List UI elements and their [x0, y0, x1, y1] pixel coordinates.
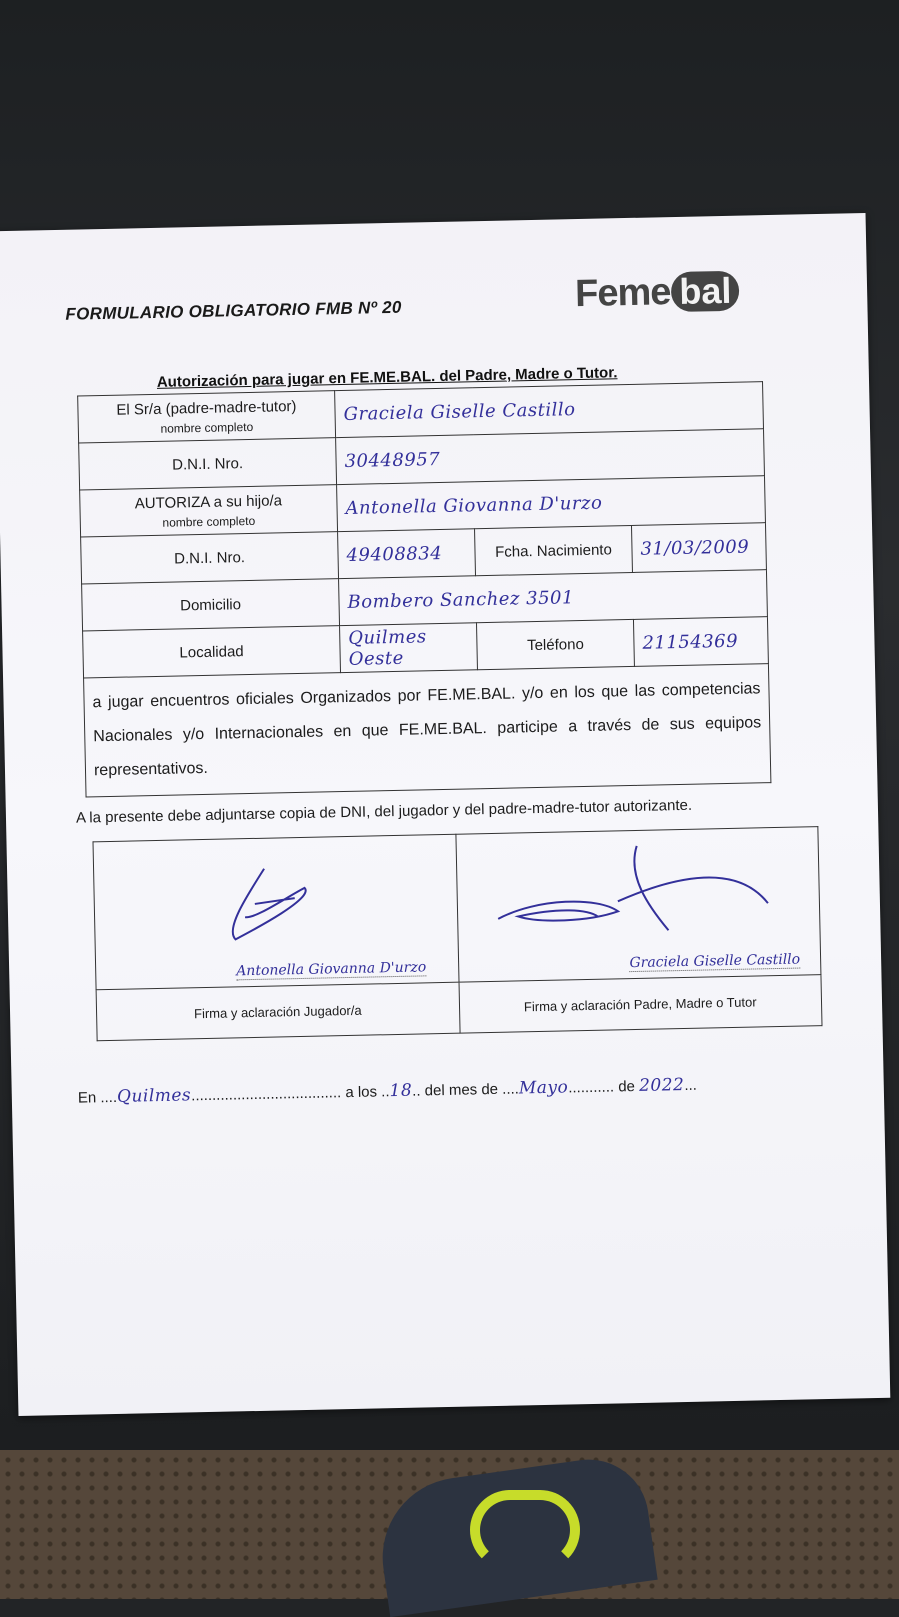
player-signature	[204, 856, 386, 950]
birth-date-cell[interactable]	[631, 523, 766, 573]
form-heading: Autorización para jugar en FE.ME.BAL. del Padre, Madre o Tutor.	[156, 364, 618, 391]
address-label: Domicilio	[82, 579, 340, 631]
authorization-table	[77, 381, 771, 797]
femebal-logo	[575, 267, 776, 317]
date-en: En ....	[77, 1088, 118, 1107]
phone-cell[interactable]	[633, 617, 768, 667]
child-label: AUTORIZA a su hijo/a	[134, 491, 283, 512]
player-signature-caption: Firma y aclaración Jugador/a	[96, 982, 459, 1041]
parent-sublabel: nombre completo	[160, 419, 254, 436]
parent-dni-label: D.N.I. Nro.	[79, 438, 337, 490]
form-code: FORMULARIO OBLIGATORIO FMB Nº 20	[65, 297, 402, 324]
date-line	[78, 1075, 697, 1108]
child-sublabel: nombre completo	[162, 513, 256, 530]
parent-dni: 30448957	[344, 448, 441, 472]
parent-signature-caption: Firma y aclaración Padre, Madre o Tutor	[459, 975, 822, 1034]
player-signature-box[interactable]	[93, 834, 459, 990]
locality-label: Localidad	[83, 626, 341, 678]
birth-date: 31/03/2009	[640, 536, 750, 560]
parent-signature-box[interactable]	[455, 827, 821, 983]
attachment-note: A la presente debe adjuntarse copia de DNI, del jugador y del padre-madre-tutor autorizante.	[75, 796, 693, 827]
date-dots-1: .................................... a los ..	[191, 1083, 390, 1105]
date-year: 2022	[638, 1074, 685, 1096]
child-name: Antonella Giovanna D'urzo	[345, 492, 603, 519]
signature-table	[92, 826, 822, 1041]
authorization-text: a jugar encuentros oficiales Organizados por FE.ME.BAL. y/o en los que las competencias Nacionales y/o Internacionales en que FE.ME.BAL. participe a través de sus equipos representativos.	[84, 664, 771, 797]
date-dots-2: .. del mes de ....	[412, 1080, 520, 1100]
child-label-cell	[80, 485, 338, 537]
shoe-accent	[470, 1490, 580, 1570]
date-city: Quilmes	[116, 1085, 192, 1107]
parent-label-cell	[78, 391, 336, 443]
date-month: Mayo	[518, 1077, 569, 1099]
date-day: 18	[389, 1080, 413, 1102]
phone-label: Teléfono	[476, 619, 634, 669]
parent-signature	[476, 833, 778, 949]
child-dni-label: D.N.I. Nro.	[81, 532, 339, 584]
form-paper	[0, 213, 890, 1416]
parent-label: El Sr/a (padre-madre-tutor)	[116, 397, 297, 419]
address: Bombero Sanchez 3501	[347, 586, 575, 613]
parent-name: Graciela Giselle Castillo	[343, 398, 576, 425]
logo-pill: bal	[671, 271, 740, 312]
child-dni-cell[interactable]	[338, 529, 476, 579]
locality-cell[interactable]	[340, 623, 478, 673]
child-dni: 49408834	[346, 542, 443, 566]
birth-label: Fcha. Nacimiento	[475, 525, 633, 575]
player-signature-name: Antonella Giovanna D'urzo	[236, 959, 427, 980]
logo-text: Feme	[574, 270, 671, 315]
date-dots-3: ........... de	[568, 1077, 640, 1097]
parent-signature-name: Graciela Giselle Castillo	[629, 951, 801, 972]
phone: 21154369	[642, 630, 739, 654]
locality: Quilmes Oeste	[348, 626, 427, 670]
date-dots-4: ...	[684, 1076, 698, 1094]
